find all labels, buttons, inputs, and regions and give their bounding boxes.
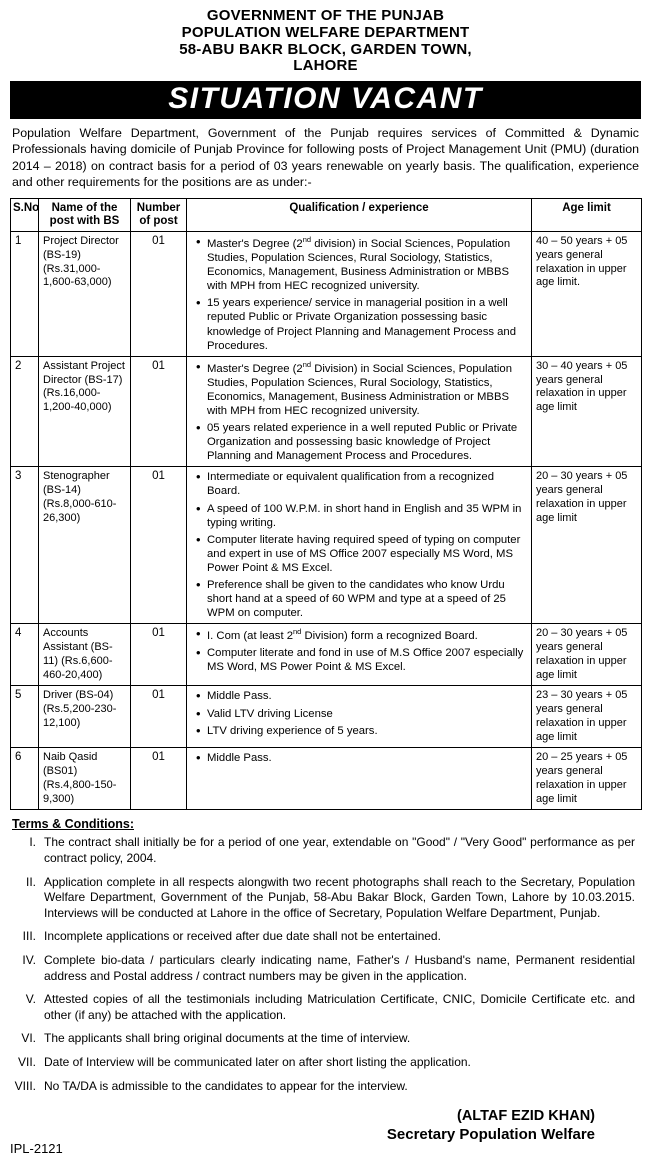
cell-sno: 2 xyxy=(11,356,39,467)
terms-item-number: VI. xyxy=(21,1031,36,1046)
cell-qualification xyxy=(187,467,532,624)
column-header-post: Name of the post with BS xyxy=(39,198,131,231)
qualification-list xyxy=(191,689,527,737)
banner-text: SITUATION VACANT xyxy=(168,82,483,116)
cell-number-of-posts: 01 xyxy=(131,356,187,467)
terms-item xyxy=(10,1031,641,1047)
cell-age-limit: 20 – 30 years + 05 years general relaxation in upper age limit xyxy=(532,624,642,686)
cell-post-name: Assistant Project Director (BS-17) (Rs.16,000-1,200-40,000) xyxy=(39,356,131,467)
table-row xyxy=(11,356,642,467)
cell-qualification xyxy=(187,748,532,810)
terms-list xyxy=(10,835,641,1094)
terms-title: Terms & Conditions: xyxy=(12,817,134,832)
table-row xyxy=(11,467,642,624)
terms-item xyxy=(10,1055,641,1071)
terms-item-text: The applicants shall bring original documents at the time of interview. xyxy=(44,1031,411,1046)
cell-post-name: Project Director (BS-19) (Rs.31,000-1,600-63,000) xyxy=(39,232,131,357)
qualification-item: • Middle Pass. xyxy=(207,689,527,703)
cell-sno: 3 xyxy=(11,467,39,624)
signature-block xyxy=(10,1108,641,1143)
cell-age-limit: 20 – 30 years + 05 years general relaxation in upper age limit xyxy=(532,467,642,624)
terms-item-number: VIII. xyxy=(14,1078,36,1093)
column-header-age: Age limit xyxy=(532,198,642,231)
terms-item-number: IV. xyxy=(22,952,36,967)
government-line: GOVERNMENT OF THE PUNJAB xyxy=(206,7,445,24)
signatory-title: Secretary Population Welfare xyxy=(386,1125,595,1143)
cell-age-limit: 30 – 40 years + 05 years general relaxation in upper age limit xyxy=(532,356,642,467)
table-row xyxy=(11,686,642,748)
posts-table xyxy=(10,198,642,811)
table-row xyxy=(11,232,642,357)
terms-item xyxy=(10,992,641,1023)
terms-item xyxy=(10,929,641,945)
terms-item xyxy=(10,835,641,866)
qualification-list xyxy=(191,470,527,620)
terms-item-text: No TA/DA is admissible to the candidates to appear for the interview. xyxy=(44,1078,408,1093)
qualification-item: • Valid LTV driving License xyxy=(207,707,527,721)
terms-item-text: Incomplete applications or received after due date shall not be entertained. xyxy=(44,929,441,944)
department-line: POPULATION WELFARE DEPARTMENT xyxy=(181,23,470,41)
signatory-name: (ALTAF EZID KHAN) xyxy=(457,1108,595,1125)
table-row xyxy=(11,748,642,810)
cell-number-of-posts: 01 xyxy=(131,686,187,748)
qualification-item: • Preference shall be given to the candidates who know Urdu short hand at a speed of 60 WPM and type at a speed of 25 WPM on computer. xyxy=(207,578,527,620)
situation-vacant-banner xyxy=(10,81,641,119)
cell-qualification xyxy=(187,686,532,748)
qualification-list xyxy=(191,751,527,765)
terms-item-text: Application complete in all respects alongwith two recent photographs shall reach to the Secretary, Population Welfare Department, Government of the Punjab, 58-Abu Bakar Block, Garden Town, Lahore by 10.03.2015. Interviews will be conducted at Lahore in the office of Secretary, Population Welfare Department, Punjab. xyxy=(44,874,635,920)
cell-sno: 5 xyxy=(11,686,39,748)
cell-age-limit: 40 – 50 years + 05 years general relaxation in upper age limit. xyxy=(532,232,642,357)
qualification-item: • Computer literate having required speed of typing on computer and expert in use of MS Office 2007 especially MS Word, MS Power Point & MS Excel. xyxy=(207,533,527,575)
qualification-item: • LTV driving experience of 5 years. xyxy=(207,724,527,738)
cell-qualification xyxy=(187,624,532,686)
cell-qualification xyxy=(187,356,532,467)
cell-number-of-posts: 01 xyxy=(131,232,187,357)
terms-item-number: III. xyxy=(22,929,36,944)
terms-item-text: Complete bio-data / particulars clearly indicating name, Father's / Husband's name, Permanent residential address and Postal address / contract numbers may be given in the application. xyxy=(44,952,635,983)
intro-paragraph: Population Welfare Department, Government of the Punjab requires services of Committed & Dynamic Professionals having domicile of Punjab Province for following posts of Project Management Unit (PMU) (duration 2014 – 2018) on contract basis for a period of 03 years renewable on yearly basis. The qualification, experience and other requirements for the positions are as under:- xyxy=(12,125,639,190)
cell-number-of-posts: 01 xyxy=(131,748,187,810)
cell-sno: 6 xyxy=(11,748,39,810)
reference-code: IPL-2121 xyxy=(10,1141,63,1157)
terms-item xyxy=(10,1079,641,1095)
qualification-item: • 15 years experience/ service in managerial position in a well reputed Public or Private Organization possessing basic knowledge of Project Planning and Management Process and Procedures. xyxy=(207,296,527,352)
cell-post-name: Driver (BS-04) (Rs.5,200-230-12,100) xyxy=(39,686,131,748)
terms-item-number: V. xyxy=(25,992,36,1007)
terms-item xyxy=(10,953,641,984)
column-header-qualification: Qualification / experience xyxy=(187,198,532,231)
cell-sno: 1 xyxy=(11,232,39,357)
column-header-number: Number of post xyxy=(131,198,187,231)
terms-item-number: I. xyxy=(29,835,36,850)
terms-item-text: Attested copies of all the testimonials including Matriculation Certificate, CNIC, Domicile Certificate etc. and other (if any) be attached with the application. xyxy=(44,992,635,1022)
address-line: 58-ABU BAKR BLOCK, GARDEN TOWN, xyxy=(179,40,472,58)
qualification-item: • Master's Degree (2nd division) in Social Sciences, Population Studies, Population Sciences, Rural Sociology, Statistics, Economics, Management, Business Administration or MBBS with MPH from HEC recognized university. xyxy=(207,235,527,293)
document-footer xyxy=(10,1108,641,1157)
qualification-item: • Intermediate or equivalent qualification from a recognized Board. xyxy=(207,470,527,498)
cell-post-name: Naib Qasid (BS01) (Rs.4,800-150-9,300) xyxy=(39,748,131,810)
cell-age-limit: 20 – 25 years + 05 years general relaxation in upper age limit xyxy=(532,748,642,810)
city-line: LAHORE xyxy=(293,57,358,75)
document-header xyxy=(10,8,641,75)
qualification-item: • Computer literate and fond in use of M.S Office 2007 especially MS Word, MS Power Point & MS Excel. xyxy=(207,646,527,674)
cell-post-name: Accounts Assistant (BS-11) (Rs.6,600-460-20,400) xyxy=(39,624,131,686)
cell-qualification xyxy=(187,232,532,357)
column-header-sno: S.No xyxy=(11,198,39,231)
table-header-row xyxy=(11,198,642,231)
terms-item xyxy=(10,875,641,922)
qualification-item: • Middle Pass. xyxy=(207,751,527,765)
cell-number-of-posts: 01 xyxy=(131,467,187,624)
cell-number-of-posts: 01 xyxy=(131,624,187,686)
cell-sno: 4 xyxy=(11,624,39,686)
qualification-item: • 05 years related experience in a well reputed Public or Private Organization and possessing basic knowledge of Project Planning and Management Process and Procedures. xyxy=(207,421,527,463)
qualification-item: • A speed of 100 W.P.M. in short hand in English and 35 WPM in typing writing. xyxy=(207,502,527,530)
terms-item-text: The contract shall initially be for a period of one year, extendable on "Good" / "Very Good" performance as per contract policy, 2004. xyxy=(44,835,635,865)
table-row xyxy=(11,624,642,686)
qualification-list xyxy=(191,235,527,353)
qualification-list xyxy=(191,627,527,674)
terms-item-text: Date of Interview will be communicated later on after short listing the application. xyxy=(44,1054,471,1069)
terms-item-number: VII. xyxy=(17,1054,36,1069)
qualification-item: • Master's Degree (2nd Division) in Social Sciences, Population Studies, Population Sciences, Rural Sociology, Statistics, Economics, Management, Business Administration or MBBS with MPH from HEC recognized university. xyxy=(207,360,527,418)
qualification-item: • I. Com (at least 2nd Division) form a recognized Board. xyxy=(207,627,527,643)
cell-age-limit: 23 – 30 years + 05 years general relaxation in upper age limit xyxy=(532,686,642,748)
terms-item-number: II. xyxy=(25,874,36,889)
qualification-list xyxy=(191,360,527,464)
cell-post-name: Stenographer (BS-14) (Rs.8,000-610-26,300) xyxy=(39,467,131,624)
